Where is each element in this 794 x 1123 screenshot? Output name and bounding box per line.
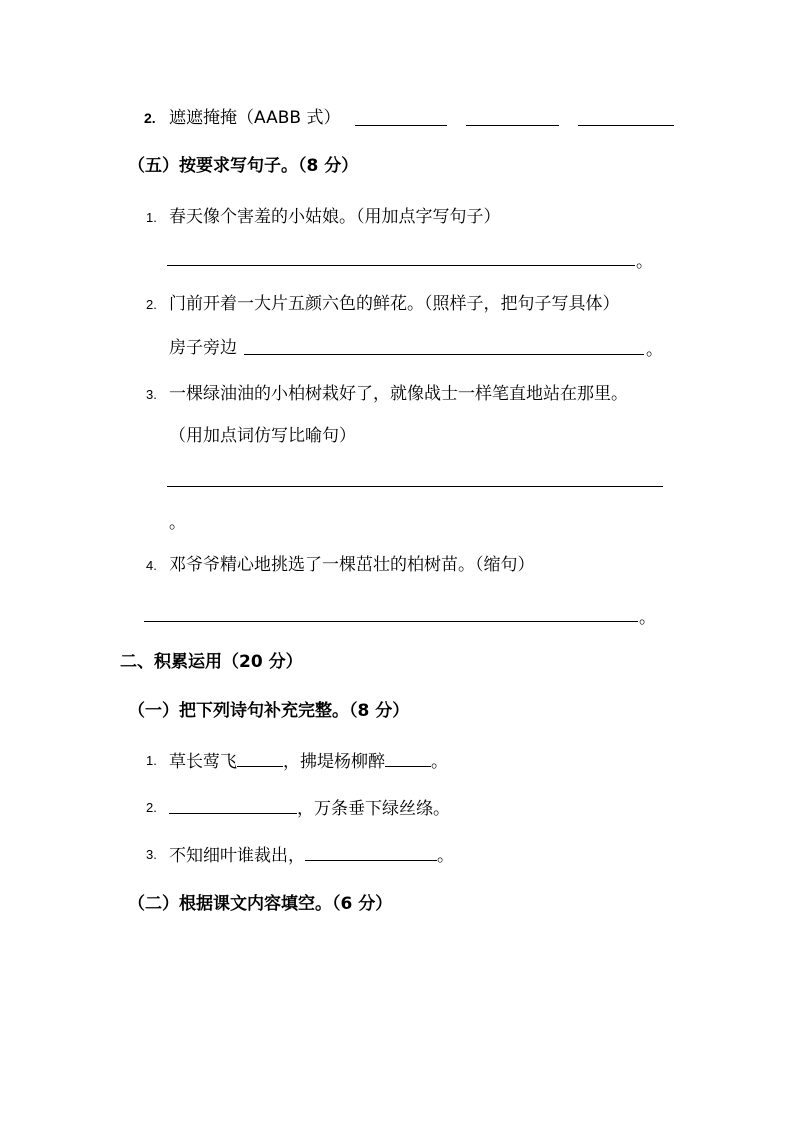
poem-line-3: [169, 842, 454, 866]
period: 。: [639, 608, 656, 628]
poem-line-1-a: 草长莺飞: [169, 752, 237, 772]
aabb-prompt: [169, 106, 340, 130]
item-number: 2.: [144, 110, 156, 126]
aabb-prompt-text: 遮遮掩掩（AABB 式）: [169, 108, 341, 128]
question-number: 2.: [146, 800, 157, 815]
question-1-text: 春天像个害羞的小姑娘。（用加点字写句子）: [169, 207, 501, 227]
question-number: 2.: [146, 297, 157, 312]
question-number: 3.: [146, 387, 157, 402]
question-number: 4.: [146, 558, 157, 573]
question-3-text: 一棵绿油油的小柏树栽好了，就像战士一样笔直地站在那里。: [169, 384, 628, 404]
poem-blank-3[interactable]: [169, 795, 297, 814]
poem-line-3-a: 不知细叶谁裁出，: [169, 846, 305, 866]
question-2-text: 门前开着一大片五颜六色的鲜花。（照样子，把句子写具体）: [169, 294, 620, 314]
answer-line-2[interactable]: [244, 354, 644, 355]
period: 。: [636, 252, 653, 272]
section-heading-5: （五）按要求写句子。（8 分）: [128, 156, 359, 176]
answer-line-4[interactable]: [144, 621, 638, 622]
question-2-prefix: 房子旁边: [169, 338, 237, 358]
subsection-heading-1: （一）把下列诗句补充完整。（8 分）: [128, 701, 410, 721]
period: 。: [431, 752, 448, 772]
question-number: 3.: [146, 847, 157, 862]
poem-blank-4[interactable]: [305, 842, 437, 861]
answer-line-3[interactable]: [167, 486, 663, 487]
poem-line-2: [169, 795, 450, 819]
period: 。: [169, 513, 186, 533]
section-heading-2: 二、积累运用（20 分）: [120, 652, 303, 672]
poem-line-2-b: ，万条垂下绿丝绦。: [297, 799, 450, 819]
aabb-blank-2[interactable]: [466, 125, 559, 126]
aabb-blank-3[interactable]: [578, 125, 674, 126]
period: 。: [437, 846, 454, 866]
poem-line-1-b: ，拂堤杨柳醉: [283, 752, 385, 772]
period: 。: [646, 340, 663, 360]
aabb-blank-1[interactable]: [355, 125, 447, 126]
question-4-text: 邓爷爷精心地挑选了一棵茁壮的柏树苗。（缩句）: [169, 555, 535, 575]
question-number: 1.: [146, 753, 157, 768]
question-3-note: （用加点词仿写比喻句）: [169, 426, 356, 446]
question-number: 1.: [146, 210, 157, 225]
subsection-heading-2: （二）根据课文内容填空。（6 分）: [128, 894, 393, 914]
poem-line-1: [169, 748, 448, 772]
poem-blank-1[interactable]: [237, 748, 283, 767]
answer-line-1[interactable]: [167, 265, 635, 266]
poem-blank-2[interactable]: [385, 748, 431, 767]
